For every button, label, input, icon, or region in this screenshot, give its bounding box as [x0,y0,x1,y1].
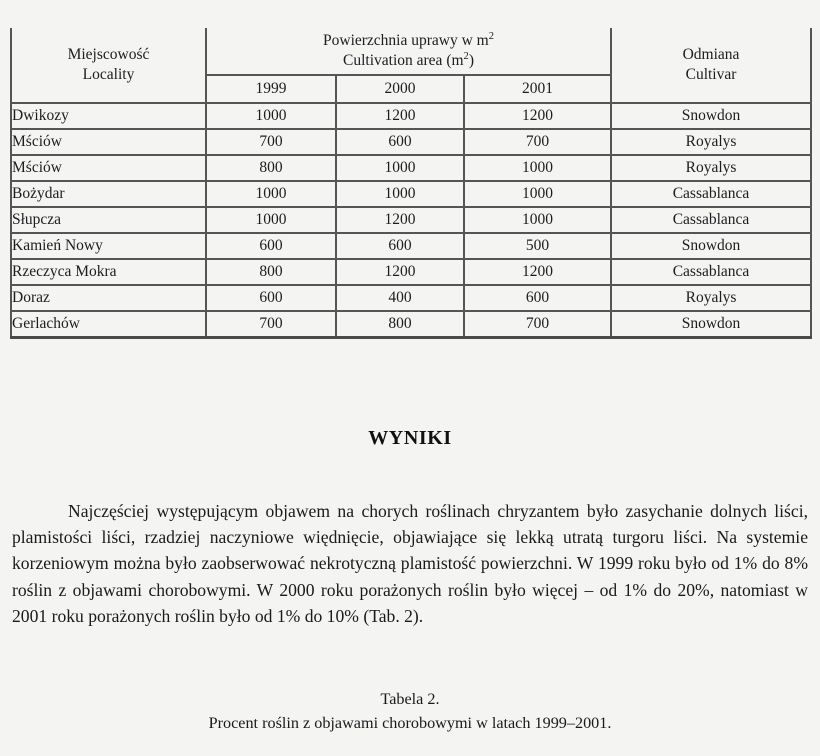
cell-cultivar: Royalys [611,285,811,311]
cell-locality: Mściów [11,155,206,181]
table-row [11,181,811,207]
cell-locality: Mściów [11,129,206,155]
cell-locality: Gerlachów [11,311,206,338]
cell-area-2000: 1000 [336,155,464,181]
results-paragraph: Najczęściej występującym objawem na chorych roślinach chryzantem było zasychanie dolnych liści, plamistości liści, rzadziej naczyniowe więdnięcie, objawiające się lekką utratą turgoru liści. Na systemie korzeniowym można było zaobserwować nekrotyczną plamistość powierzchni. W 1999 roku było od 1% do 8% roślin z objawami chorobowymi. W 2000 roku porażonych roślin było więcej – od 1% do 20%, natomiast w 2001 roku porażonych roślin było od 1% do 10% (Tab. 2). [12,500,808,627]
cell-area-2000: 400 [336,285,464,311]
cell-area-1999: 1000 [206,181,336,207]
table-2-caption [0,687,820,735]
cell-area-2000: 1200 [336,259,464,285]
cell-area-2001: 1000 [464,181,611,207]
table-row [11,207,811,233]
section-heading-wyniki: WYNIKI [368,427,452,449]
table-header-row-primary [11,28,811,75]
column-header-area-pl: Powierzchnia uprawy w $m^2$ [323,30,494,49]
cell-cultivar: Cassablanca [611,207,811,233]
cell-area-1999: 800 [206,259,336,285]
cell-area-1999: 600 [206,233,336,259]
table-2-caption-text: Procent roślin z objawami chorobowymi w latach 1999–2001. [208,714,612,732]
cell-locality: Rzeczyca Mokra [11,259,206,285]
cell-area-2001: 1200 [464,103,611,129]
column-header-year-1999: 1999 [206,75,336,103]
cell-area-2000: 1000 [336,181,464,207]
table-row [11,259,811,285]
cell-area-2001: 500 [464,233,611,259]
table-row [11,129,811,155]
cell-area-2001: 600 [464,285,611,311]
cell-locality: Bożydar [11,181,206,207]
cell-cultivar: Snowdon [611,233,811,259]
cell-locality: Kamień Nowy [11,233,206,259]
cell-cultivar: Royalys [611,155,811,181]
column-header-cultivar-en: Cultivar [685,66,737,83]
cell-area-1999: 1000 [206,207,336,233]
cell-area-2000: 600 [336,233,464,259]
cell-area-1999: 1000 [206,103,336,129]
cell-cultivar: Royalys [611,129,811,155]
cell-area-1999: 700 [206,129,336,155]
cultivation-area-table [10,28,812,339]
cell-area-2001: 1200 [464,259,611,285]
cell-area-2000: 800 [336,311,464,338]
cell-area-2000: 1200 [336,207,464,233]
cell-locality: Doraz [11,285,206,311]
column-header-year-2001: 2001 [464,75,611,103]
column-header-locality-pl: Miejscowość [67,45,150,63]
cell-area-2000: 600 [336,129,464,155]
column-header-cultivar [611,28,811,103]
cell-area-1999: 700 [206,311,336,338]
cell-area-2001: 1000 [464,155,611,181]
cell-area-2001: 700 [464,311,611,338]
table-body [11,103,811,338]
cell-area-2001: 700 [464,129,611,155]
table-row [11,285,811,311]
column-header-area-en: Cultivation area $(m^2)$ [343,50,474,69]
cell-cultivar: Snowdon [611,311,811,338]
cell-area-2000: 1200 [336,103,464,129]
column-header-locality [11,28,206,103]
cell-locality: Dwikozy [11,103,206,129]
column-header-cultivation-area [206,28,611,75]
cell-cultivar: Cassablanca [611,259,811,285]
column-header-locality-en: Locality [82,66,135,83]
cell-cultivar: Snowdon [611,103,811,129]
column-header-year-2000: 2000 [336,75,464,103]
table-row [11,103,811,129]
table-row [11,155,811,181]
table-row [11,233,811,259]
superscript-two: 2 [463,50,469,62]
table-2-caption-number: Tabela 2. [380,690,440,708]
superscript-two: 2 [488,30,494,42]
table-row [11,311,811,338]
cell-cultivar: Cassablanca [611,181,811,207]
cultivation-area-table-container [10,28,810,339]
table-header [11,28,811,103]
cell-area-1999: 800 [206,155,336,181]
cell-area-1999: 600 [206,285,336,311]
cell-area-2001: 1000 [464,207,611,233]
cell-locality: Słupcza [11,207,206,233]
column-header-cultivar-pl: Odmiana [682,45,740,63]
